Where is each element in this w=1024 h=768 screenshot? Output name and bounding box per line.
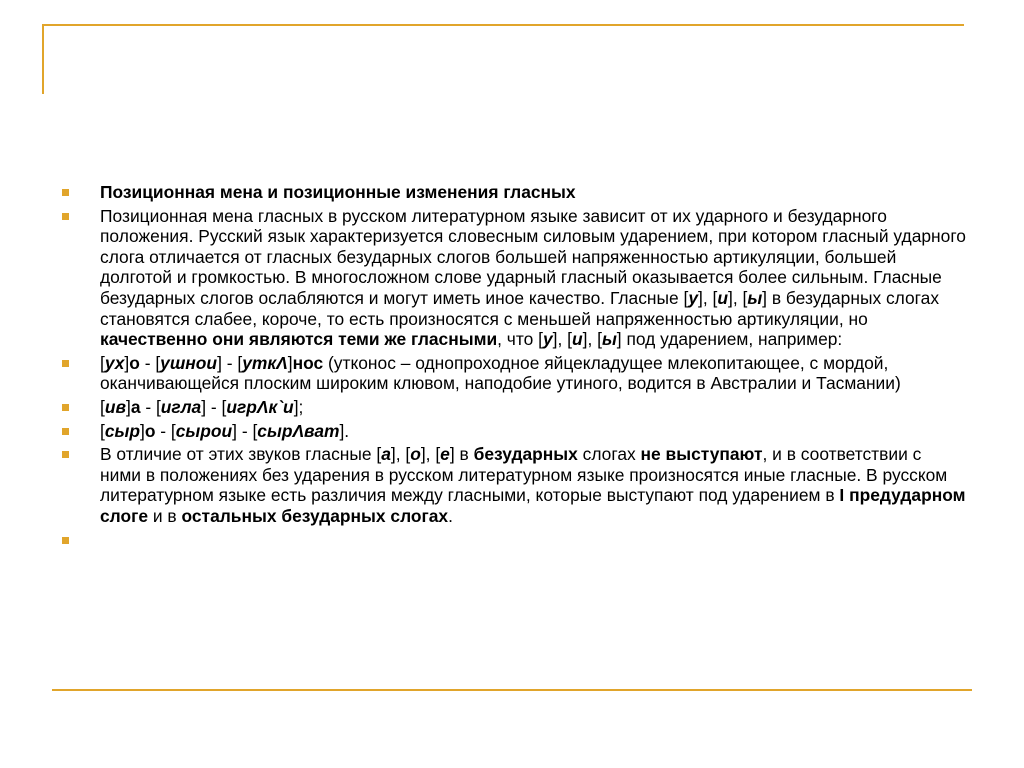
text-run: [ <box>100 396 105 417</box>
bullet-text <box>100 421 349 441</box>
text-run: ], [ <box>727 287 748 308</box>
text-run: ] в <box>449 444 474 465</box>
square-bullet-icon <box>62 213 69 220</box>
text-run: ] <box>125 396 131 417</box>
text-run: Позиционная мена гласных в русском литературном языке зависит от их ударного и безударного положения. Русский язык характеризуется словесным силовым ударением, при котором гласный ударного слога отличается от гласных безударных слогов большей напряженностью артикуляции, большей долготой и громкостью. В многосложном слове ударный гласный оказывается более сильным. Гласные безударных слогов ослабляются и могут иметь иное качество. Гласные [ <box>100 205 966 308</box>
text-run: ], [ <box>420 444 441 465</box>
bullet-text <box>100 353 901 394</box>
emphasized-text-run: безударных <box>473 444 578 465</box>
emphasized-text-run: ы <box>601 329 617 350</box>
emphasized-text-run: Позиционная мена и позиционные изменения гласных <box>100 182 576 202</box>
text-run: ] - [ <box>201 396 227 417</box>
square-bullet-icon <box>62 451 69 458</box>
emphasized-text-run: сыр <box>104 420 140 441</box>
bottom-divider-line <box>52 689 972 691</box>
bullet-item <box>62 397 967 418</box>
square-bullet-icon <box>62 189 69 196</box>
text-run: . <box>448 505 453 526</box>
emphasized-text-run: ы <box>747 287 763 308</box>
text-run: [ <box>100 352 105 373</box>
emphasized-text-run: а <box>130 396 141 417</box>
text-run: ] <box>287 352 293 373</box>
emphasized-text-run: у <box>688 287 699 308</box>
text-run: В отличие от этих звуков гласные [ <box>100 444 382 465</box>
text-run: - [ <box>139 352 161 373</box>
emphasized-text-run: е <box>440 444 450 465</box>
text-run: ] под ударением, например: <box>616 329 843 350</box>
emphasized-text-run: качественно они являются теми же гласными <box>100 329 498 350</box>
top-divider-line <box>42 24 964 26</box>
text-run: - [ <box>140 396 161 417</box>
emphasized-text-run: сырои <box>175 420 233 441</box>
text-run: ] <box>124 352 130 373</box>
square-bullet-icon <box>62 404 69 411</box>
emphasized-text-run: а <box>381 444 391 465</box>
text-run: ], [ <box>552 329 572 350</box>
text-run: ]. <box>339 420 350 441</box>
bullet-text <box>100 182 576 202</box>
emphasized-text-run: I предударном слоге <box>100 485 966 526</box>
emphasized-text-run: и <box>717 287 728 308</box>
text-run: ] в безударных слогах становятся слабее, короче, то есть произносятся с меньшей напряженностью артикуляции, но <box>100 287 940 329</box>
slide-heading-item <box>62 182 967 203</box>
text-run: , что [ <box>497 329 543 350</box>
emphasized-text-run: ив <box>104 396 126 417</box>
emphasized-text-run: остальных безударных слогах <box>181 505 449 526</box>
text-run: и в <box>148 505 182 526</box>
bullet-text <box>100 206 966 350</box>
bullet-item <box>62 421 967 442</box>
bullet-item <box>62 444 967 526</box>
emphasized-text-run: уткΛ <box>242 352 288 373</box>
left-divider-line <box>42 24 44 94</box>
text-run: ], [ <box>698 287 718 308</box>
emphasized-text-run: ух <box>104 352 125 373</box>
text-run: , и в соответствии с ними в положениях без ударения в русском литературном языке произносятся иные гласные. В русском литературном языке есть различия между гласными, которые выступают под ударением в <box>100 444 948 506</box>
square-bullet-icon <box>62 537 69 544</box>
text-run: слогах <box>577 444 641 465</box>
emphasized-text-run: о <box>129 352 140 373</box>
emphasized-text-run: ушнои <box>160 352 218 373</box>
text-run: ] <box>140 420 145 441</box>
emphasized-text-run: игрΛк`и <box>226 396 294 417</box>
text-run: ], [ <box>582 329 602 350</box>
bullet-text <box>100 397 303 417</box>
text-run: - [ <box>155 420 176 441</box>
emphasized-text-run: о <box>410 444 421 465</box>
text-run: ] - [ <box>232 420 258 441</box>
emphasized-text-run: сырΛват <box>257 420 340 441</box>
slide-body <box>62 182 967 553</box>
text-run: [ <box>100 420 105 441</box>
bullet-text <box>100 444 965 526</box>
emphasized-text-run: о <box>144 420 156 441</box>
bullet-item <box>62 530 967 551</box>
emphasized-text-run: не выступают <box>640 444 763 465</box>
bullet-text <box>100 530 105 550</box>
text-run: (утконос – однопроходное яйцекладущее млекопитающее, с мордой, оканчивающейся плоским широким клювом, наподобие утиного, водится в Австралии и Тасмании) <box>100 352 901 394</box>
square-bullet-icon <box>62 360 69 367</box>
square-bullet-icon <box>62 428 69 435</box>
text-run: ]; <box>293 396 304 417</box>
bullet-item <box>62 353 967 394</box>
text-run: ] - [ <box>217 352 243 373</box>
bullet-item <box>62 206 967 350</box>
emphasized-text-run: игла <box>160 396 202 417</box>
emphasized-text-run: у <box>542 329 553 350</box>
emphasized-text-run: нос <box>292 352 324 373</box>
emphasized-text-run: и <box>571 329 583 350</box>
text-run: ], [ <box>390 444 411 465</box>
